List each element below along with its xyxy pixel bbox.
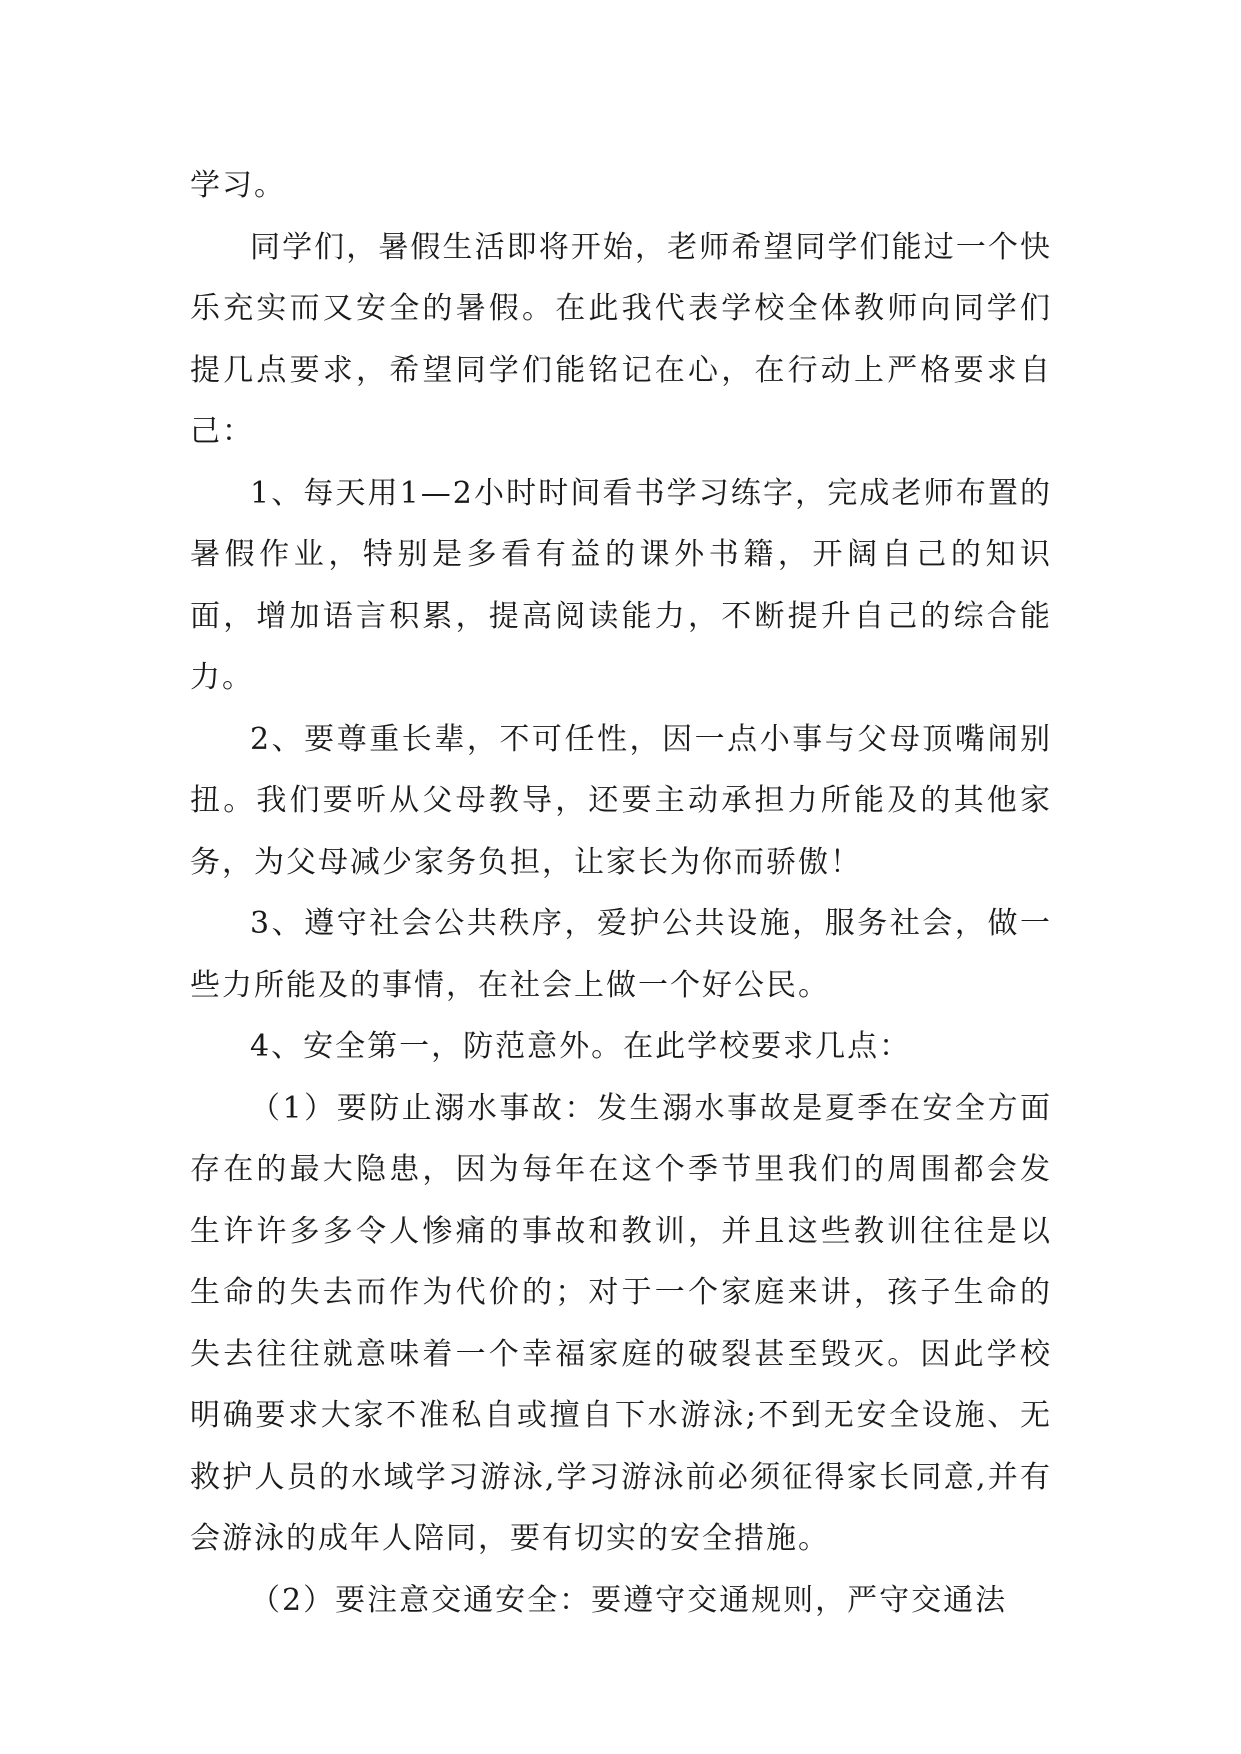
paragraph-6: 4、安全第一，防范意外。在此学校要求几点： bbox=[250, 1029, 912, 1064]
paragraph-3: 1、每天用1—2小时时间看书学习练字，完成老师布置的暑假作业，特别是多看有益的课外书籍，开阔自己的知识面，增加语言积累，提高阅读能力，不断提升自己的综合能力。 bbox=[190, 475, 1052, 695]
paragraph-7: （1）要防止溺水事故：发生溺水事故是夏季在安全方面存在的最大隐患，因为每年在这个季节里我们的周围都会发生许许多多令人惨痛的事故和教训，并且这些教训往往是以生命的失去而作为代价的；对于一个家庭来讲，孩子生命的失去往往就意味着一个幸福家庭的破裂甚至毁灭。因此学校明确要求大家不准私自或擅自下水游泳;不到无安全设施、无救护人员的水域学习游泳,学习游泳前必须征得家长同意,并有会游泳的成年人陪同，要有切实的安全措施。 bbox=[190, 1090, 1052, 1556]
paragraph-2: 同学们，暑假生活即将开始，老师希望同学们能过一个快乐充实而又安全的暑假。在此我代表学校全体教师向同学们提几点要求，希望同学们能铭记在心，在行动上严格要求自己： bbox=[190, 229, 1052, 449]
paragraph-1: 学习。 bbox=[190, 168, 286, 203]
paragraph-5: 3、遵守社会公共秩序，爱护公共设施，服务社会，做一些力所能及的事情，在社会上做一个好公民。 bbox=[190, 906, 1052, 1003]
paragraph-4: 2、要尊重长辈，不可任性，因一点小事与父母顶嘴闹别扭。我们要听从父母教导，还要主动承担力所能及的其他家务，为父母减少家务负担，让家长为你而骄傲！ bbox=[190, 721, 1052, 880]
paragraph-8: （2）要注意交通安全：要遵守交通规则，严守交通法 bbox=[250, 1582, 1008, 1618]
document-page bbox=[190, 155, 1052, 1631]
